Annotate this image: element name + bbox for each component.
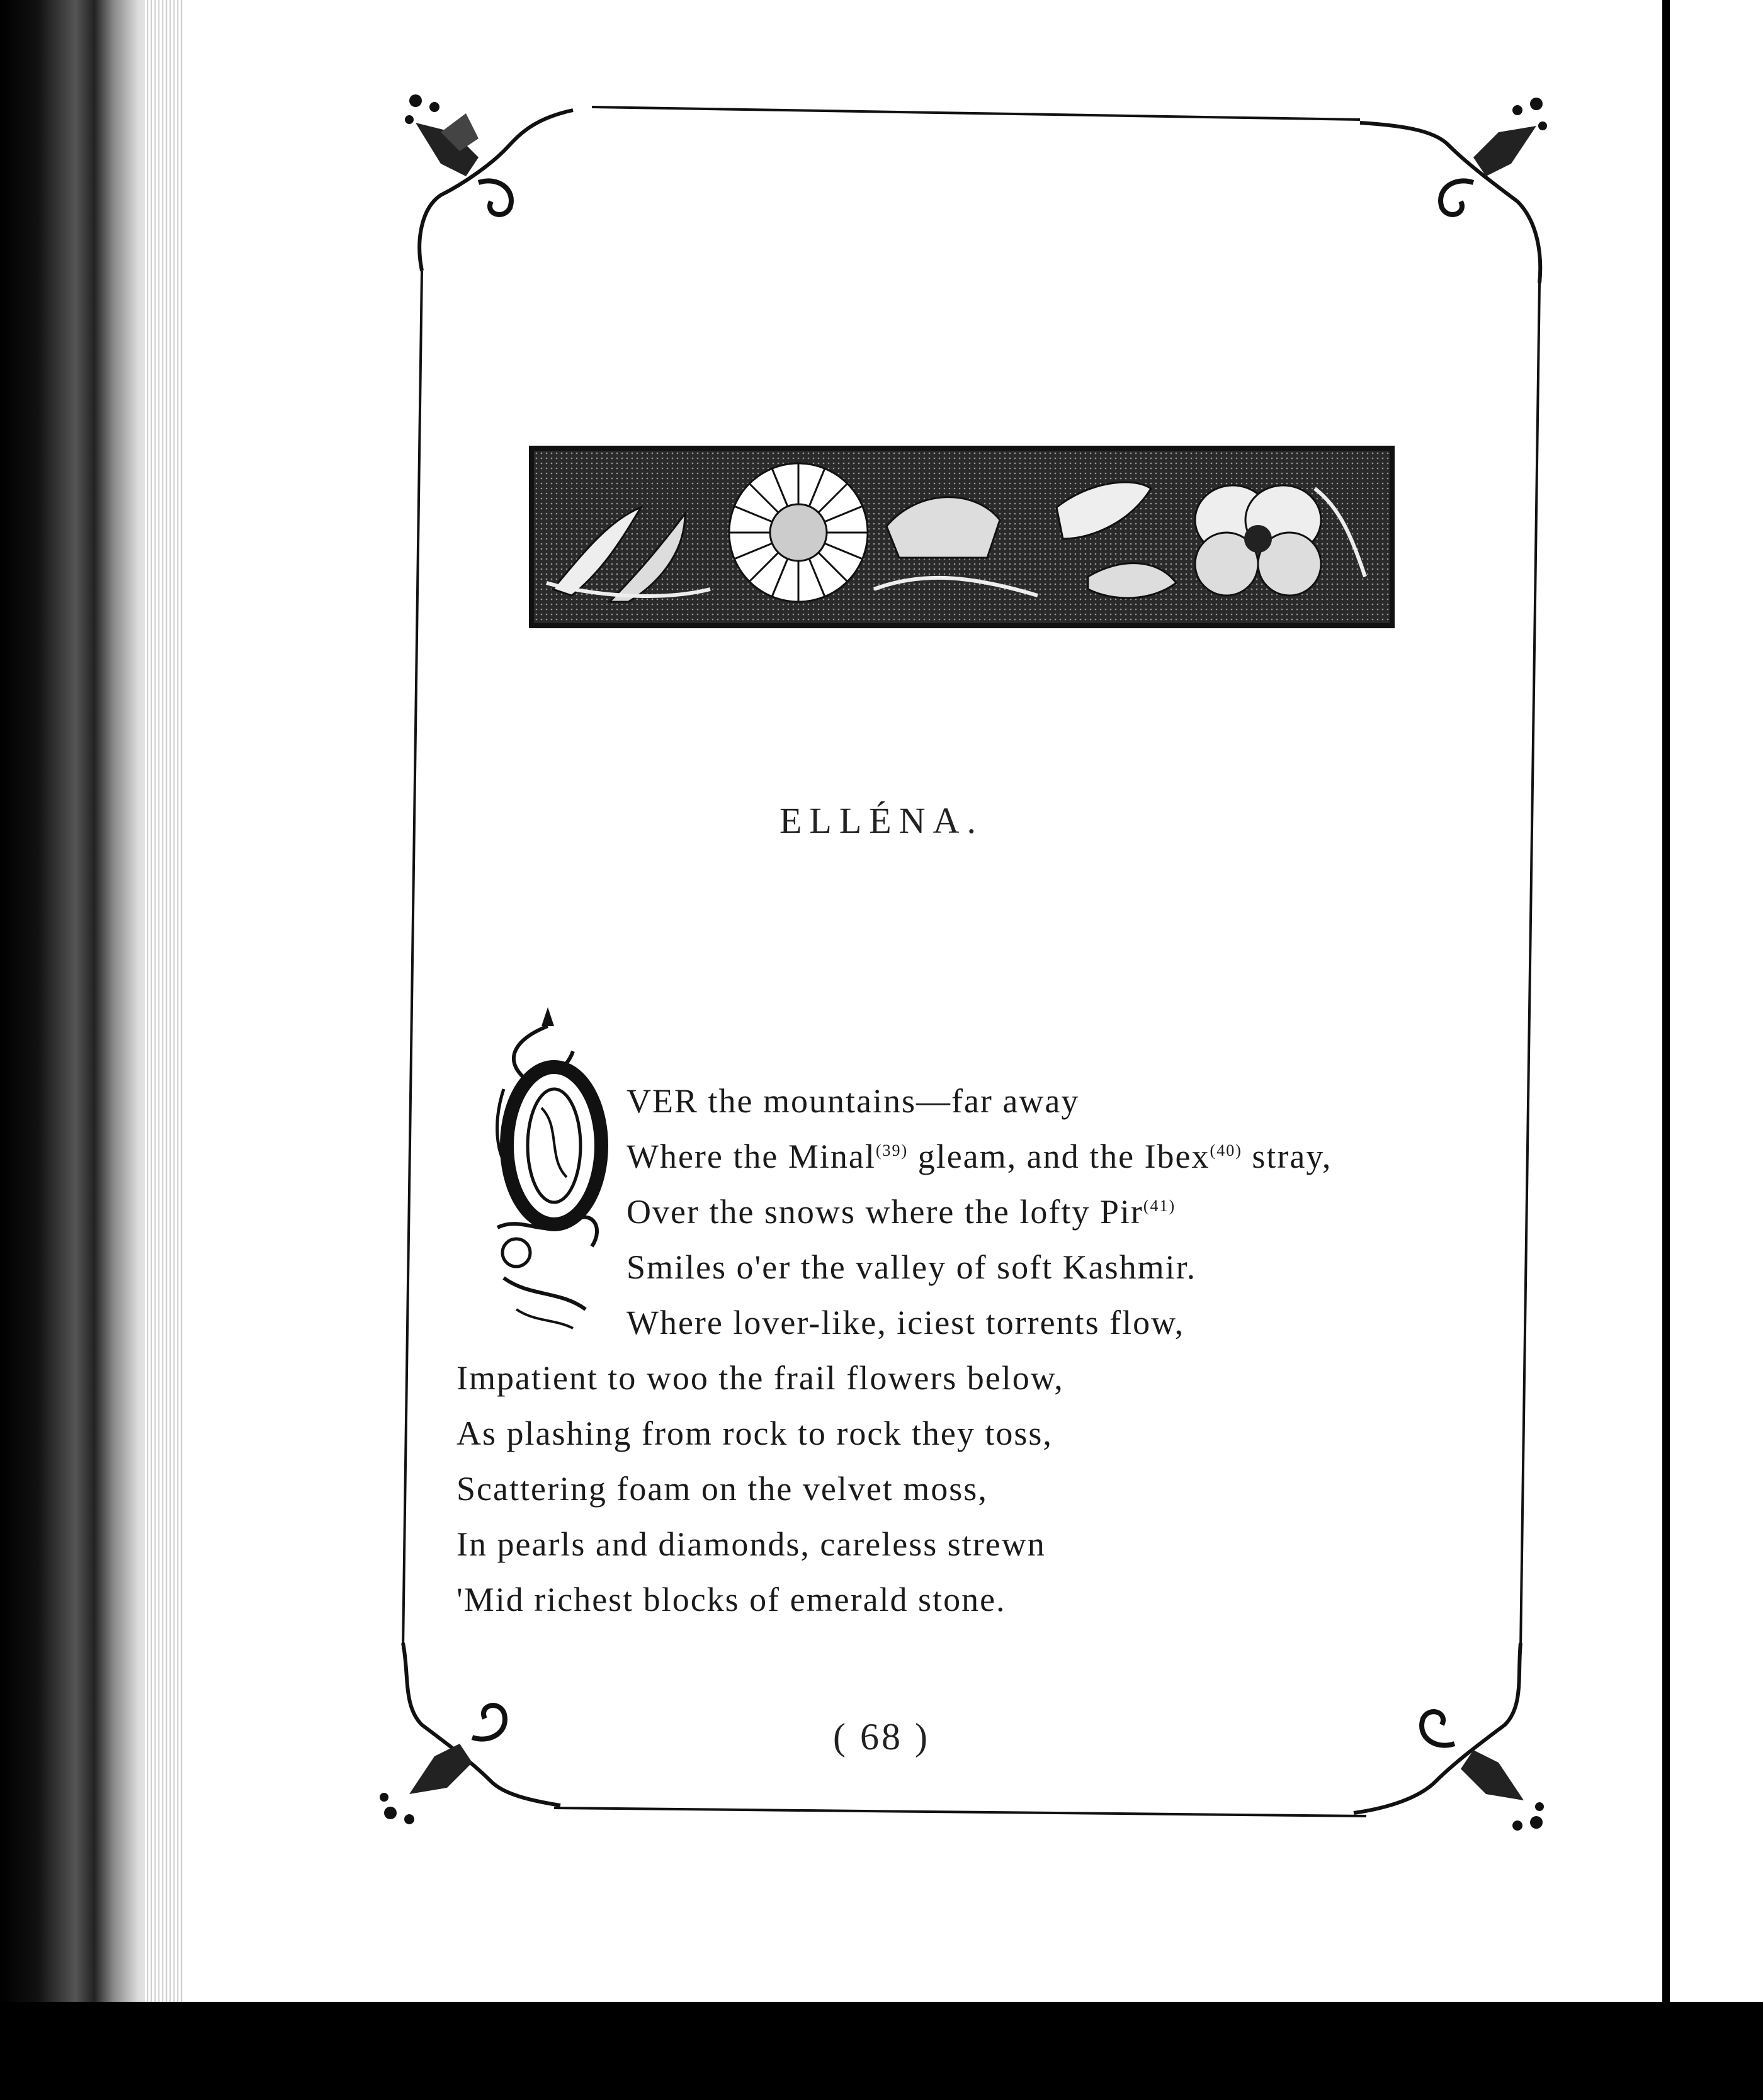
poem-line-4: Smiles o'er the valley of soft Kashmir. (626, 1248, 1197, 1286)
poem-line-6: Impatient to woo the frail flowers below, (456, 1359, 1064, 1397)
page-number: ( 68 ) (833, 1716, 930, 1758)
ornamental-corner-icon (1360, 98, 1547, 283)
poem-line-8: Scattering foam on the velvet moss, (456, 1470, 988, 1508)
poem-line-5: Where lover-like, iciest torrents flow, (626, 1304, 1185, 1341)
poem-line-2: Where the Minal$^{(39)}$ gleam, and the Ibex$^{(40)}$ stray, (626, 1138, 1332, 1175)
poem-title: ELLÉNA. (779, 800, 984, 841)
ornamental-corner-icon (405, 94, 573, 271)
floral-banner-icon (529, 446, 1395, 628)
poem-line-3: Over the snows where the lofty Pir$^{(41)}$ (626, 1193, 1176, 1231)
poem-line-9: In pearls and diamonds, careless strewn (456, 1525, 1046, 1563)
poem-line-10: 'Mid richest blocks of emerald stone. (456, 1581, 1006, 1618)
poem-line-7: As plashing from rock to rock they toss, (456, 1414, 1053, 1452)
illuminated-initial-icon (479, 1001, 617, 1335)
poem-line-1: VER the mountains—far away (626, 1082, 1080, 1120)
